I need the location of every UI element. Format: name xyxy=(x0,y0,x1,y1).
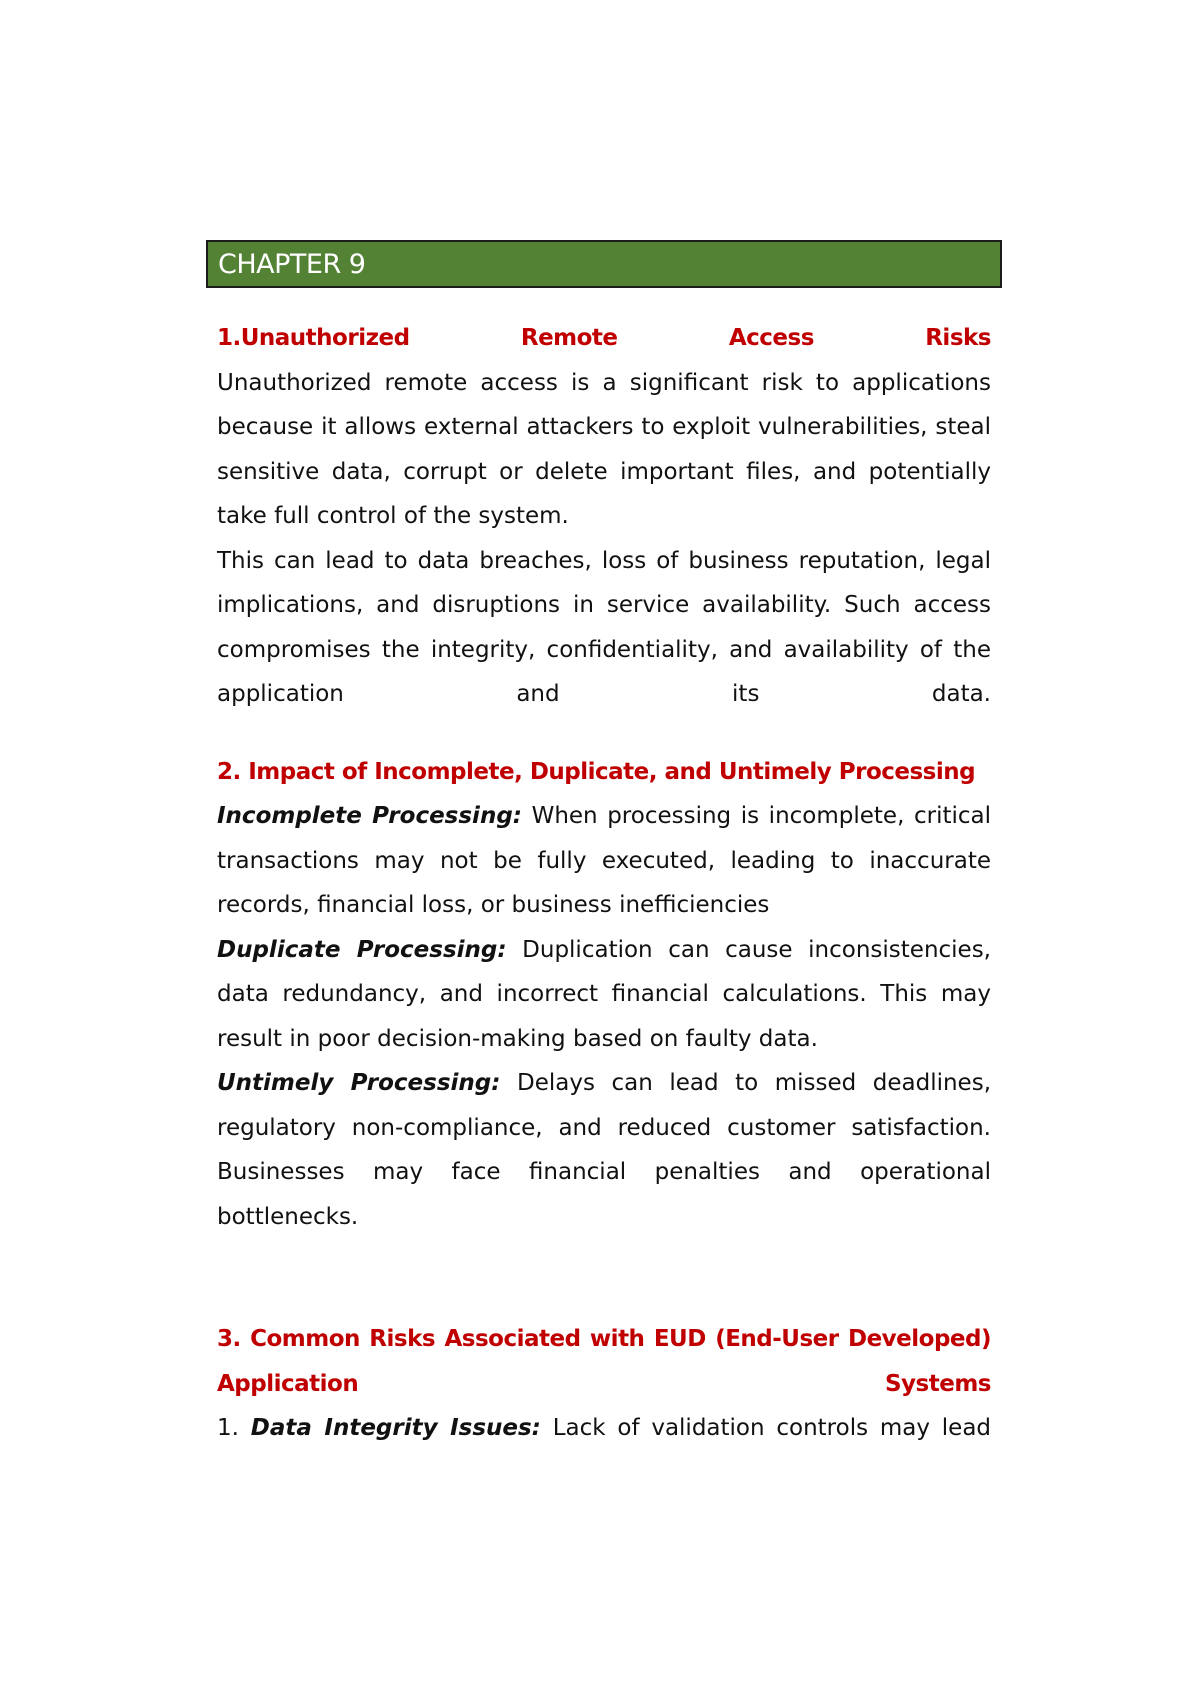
section-heading-remote-access: 1.Unauthorized Remote Access Risks xyxy=(217,325,991,351)
list-number: 1. xyxy=(217,1415,239,1441)
term-data-integrity: Data Integrity Issues: xyxy=(250,1415,541,1441)
document-page xyxy=(206,240,1002,1451)
chapter-title: CHAPTER 9 xyxy=(218,249,366,280)
text-data-integrity: Lack of validation controls may lead xyxy=(552,1415,992,1441)
text-incomplete-processing: When processing is incomplete, critical transactions may not be fully executed, leading to inaccurate records, financial loss, or business inefficiencies xyxy=(217,803,992,918)
section-heading-processing-impact: 2. Impact of Incomplete, Duplicate, and Untimely Processing xyxy=(217,758,976,785)
list-item-data-integrity xyxy=(217,1406,991,1451)
section-eud-risks xyxy=(217,1317,991,1451)
chapter-banner xyxy=(206,240,1002,288)
text-duplicate-processing: Duplication can cause inconsistencies, data redundancy, and incorrect financial calculations. This may result in poor decision-making based on faulty data. xyxy=(217,936,991,1052)
text-untimely-processing: Delays can lead to missed deadlines, regulatory non-compliance, and reduced customer satisfaction. Businesses may face financial penalties and operational bottlenecks. xyxy=(217,1070,992,1230)
paragraph-duplicate-processing xyxy=(217,928,991,1062)
section-remote-access xyxy=(217,316,991,717)
paragraph-remote-access-intro: Unauthorized remote access is a significant risk to applications because it allows external attackers to exploit vulnerabilities, steal sensitive data, corrupt or delete important files, and potentially take full control of the system. xyxy=(217,369,991,529)
term-incomplete-processing: Incomplete Processing: xyxy=(217,803,522,829)
term-duplicate-processing: Duplicate Processing: xyxy=(217,936,507,963)
section-processing-impact xyxy=(217,750,991,1240)
paragraph-incomplete-processing xyxy=(217,794,991,928)
paragraph-remote-access-consequences: This can lead to data breaches, loss of business reputation, legal implications, and disruptions in service availability. Such access compromises the integrity, confidentiality, and availability of the application and its data. xyxy=(217,547,991,707)
term-untimely-processing: Untimely Processing: xyxy=(217,1070,501,1096)
paragraph-untimely-processing xyxy=(217,1061,991,1239)
section-heading-eud-risks: 3. Common Risks Associated with EUD (End-User Developed) Application Systems xyxy=(217,1326,991,1397)
